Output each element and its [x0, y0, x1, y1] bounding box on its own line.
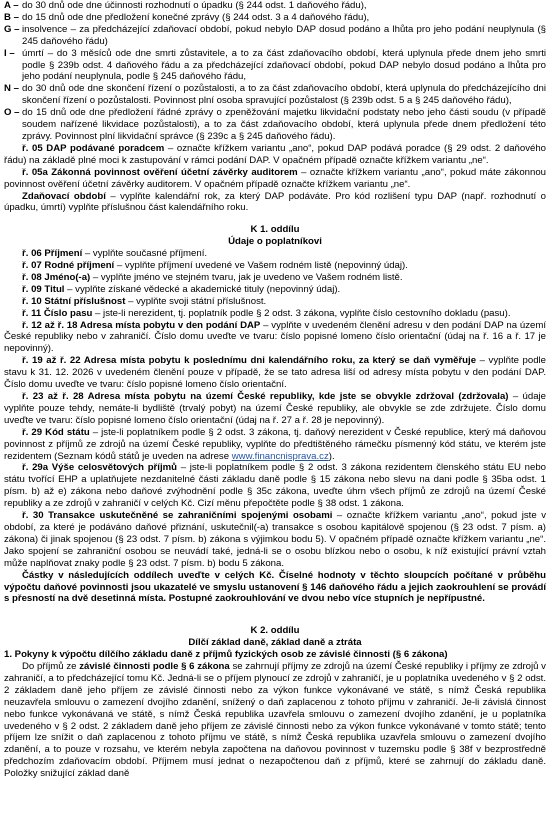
- definition-text: insolvence – za předcházející zdaňovací období, pokud nebylo DAP dosud podáno a lhůta pro jeho podání neuplynula (§ 245 daňového řádu): [22, 23, 546, 47]
- row-text: – vyplňte v uvedeném členění adresu v den podání DAP na území České republiky nebo v zahraničí. Číslo domu uveďte ve tvaru: číslo popisné lomeno číslo orientační (údaj na ř. 16 a ř. 17 je nepovinný).: [4, 319, 547, 355]
- row-12-18: [4, 320, 546, 356]
- tax-period-paragraph: [4, 191, 546, 215]
- row-text: – vyplňte jméno ve stejném tvaru, jak je uvedeno ve Vašem rodném listě.: [90, 271, 403, 283]
- row-11: [4, 308, 546, 320]
- row-text: – vyplňte současné příjmení.: [82, 248, 208, 260]
- definition-text: do 30 dnů ode dne účinnosti rozhodnutí o úpadku (§ 244 odst. 1 daňového řádu),: [22, 0, 367, 11]
- row-19-22: [4, 355, 546, 391]
- definition-key: N –: [4, 83, 19, 95]
- row-instructions: [4, 248, 546, 569]
- row-23-28: [4, 391, 546, 427]
- row-30: [4, 510, 546, 570]
- definition-key: A –: [4, 0, 19, 11]
- row-10: [4, 296, 546, 308]
- row-lead: ř. 07 Rodné příjmení: [22, 260, 115, 272]
- financni-sprava-link[interactable]: www.financnisprava.cz: [231, 450, 329, 462]
- definition-text: do 15 dnů ode dne předložení řádné zprávy o zpeněžování majetku likvidační podstaty nebo jeho části soudu (v případě soudem nařízené likvidace pozůstalosti), a to za část zdaňovacího období, která uplynula přede dnem předložení této zprávy. Povinnost plní likvidační správce (§ 239c a § 245 daňového řádu).: [22, 107, 546, 142]
- definition-item: [4, 48, 546, 84]
- section-2-title: K 2. oddílu: [250, 625, 300, 637]
- amounts-note: Částky v následujících oddílech uveďte v celých Kč. Číselné hodnoty v těchto sloupcích počítané v průběhu výpočtu daňové povinnosti jsou ukazatelé ve smyslu ustanovení § 146 daňového řádu a jejich zaokrouhlení se provádí s přesností na dvě desetinná místa. Postupné zaokrouhlování ve dvou nebo více stupních je nepřípustné.: [4, 569, 546, 605]
- row-29a: [4, 462, 546, 510]
- row-text: – označte křížkem variantu „ano“, pokud máte zákonnou povinnost ověření účetní závěrky auditorem. V opačném případě označte křížkem variantu „ne“.: [4, 166, 547, 190]
- definition-item: [4, 107, 546, 143]
- row-text: – vyplňte získané vědecké a akademické tituly (nepovinný údaj).: [64, 283, 341, 295]
- row-lead: ř. 08 Jméno(-a): [22, 271, 91, 283]
- section-1-title: K 1. oddílu: [250, 224, 300, 236]
- section-2-subtitle: Dílčí základ daně, základ daně a ztráta: [188, 637, 362, 649]
- row-05a-paragraph: [4, 167, 546, 191]
- definition-key: I –: [4, 47, 15, 59]
- point-1-lead: závislé činnosti podle § 6 zákona: [79, 661, 230, 673]
- definition-item: [4, 24, 546, 48]
- row-lead: Zdaňovací období: [22, 190, 106, 202]
- row-lead: ř. 12 až ř. 18 Adresa místa pobytu v den podání DAP: [22, 319, 261, 331]
- row-text: – označte křížkem variantu „ano“, pokud jste v období, za které je podáváno daňové přiznání, uskutečnil(-a) transakce s osobou kapitálově spojenou (§ 23 odst. 7 písm. a) zákona) či jinak spojenou (§ 23 odst. 7 písm. b) zákona s výjimkou bodu 5). V opačném případě označte křížkem variantu „ne“. Jako spojení se zahraniční osobou se neuvádí také, jedná-li se o osobu blízkou nebo o osobu, k níž existující právní vztah může naplňovat znaky podle § 23 odst. 7 písm. b) bodu 5 zákona.: [4, 510, 546, 569]
- row-lead: ř. 30 Transakce uskutečněné se zahraničními spojenými osobami: [22, 510, 333, 522]
- definition-key: B –: [4, 11, 19, 23]
- row-text: – vyplňte podle stavu k 31. 12. 2026 v uvedeném členění pouze v případě, že se tato adresa liší od adresy místa pobytu v den podání DAP. Číslo domu uveďte ve tvaru: číslo popisné lomeno číslo orientační.: [4, 355, 547, 391]
- row-06: [4, 248, 546, 260]
- row-lead: ř. 09 Titul: [22, 283, 65, 295]
- row-lead: ř. 23 až ř. 28 Adresa místa pobytu na území České republiky, kde jste se obvykle zdržoval (zdržovala): [22, 391, 509, 402]
- row-text: – jste-li poplatníkem podle § 2 odst. 3 zákona, tj. daňový nerezident v České republice, který má daňovou povinnost z příjmů ze zdrojů na území České republiky, vyplňte do předtištěného rámečku písmenný kód státu, ve kterém jste rezidentem (Seznam kódů států je uveden na adrese: [4, 426, 547, 462]
- row-08: [4, 272, 546, 284]
- row-text: – vyplňte příjmení uvedené ve Vašem rodném listě (nepovinný údaj).: [114, 260, 408, 272]
- row-text: – údaje vyplňte pouze tehdy, nemáte-li bydliště (trvalý pobyt) na území České republiky, ale obvykle se zde zdržujete. Číslo domu uveďte ve tvaru: číslo popisné lomeno číslo orientační (údaj na ř. 27 a ř. 28 je nepovinný).: [4, 391, 546, 426]
- point-1-text: [4, 661, 546, 780]
- row-lead: ř. 05 DAP podávané poradcem: [22, 142, 165, 154]
- row-09: [4, 284, 546, 296]
- row-text-tail: ).: [328, 450, 335, 462]
- row-text: – vyplňte svoji státní příslušnost.: [125, 295, 267, 307]
- row-lead: ř. 11 Číslo pasu: [22, 307, 93, 319]
- section-1-subtitle: Údaje o poplatníkovi: [228, 236, 322, 248]
- definition-key: G –: [4, 23, 20, 35]
- row-text: – vyplňte kalendářní rok, za který DAP podáváte. Pro kód rozlišení typu DAP (např. rozhodnutí o úpadku, úmrtí) vyplňte příslušnou část kalendářního roku.: [4, 190, 546, 214]
- point-1-heading: 1. Pokyny k výpočtu dílčího základu daně z příjmů fyzických osob ze závislé činnosti (§ 6 zákona): [4, 649, 448, 661]
- definition-item: [4, 12, 546, 24]
- row-lead: ř. 06 Příjmení: [22, 248, 83, 260]
- row-05-paragraph: [4, 143, 546, 167]
- point-1-pre: Do příjmů ze: [22, 661, 80, 673]
- definitions-list: [4, 0, 546, 143]
- definition-text: do 15 dnů ode dne předložení konečné zprávy (§ 244 odst. 3 a 4 daňového řádu),: [22, 11, 370, 23]
- row-lead: ř. 19 až ř. 22 Adresa místa pobytu k poslednímu dni kalendářního roku, za který se daň vyměřuje: [22, 355, 477, 367]
- row-29: [4, 427, 546, 463]
- row-text: – jste-li nerezident, tj. poplatník podle § 2 odst. 3 zákona, vyplňte číslo cestovního dokladu (pasu).: [92, 307, 511, 319]
- definition-text: úmrtí – do 3 měsíců ode dne smrti zůstavitele, a to za část zdaňovacího období, která uplynula přede dnem jeho smrti podle § 239b odst. 4 daňového řádu a za předcházející zdaňovací období, pokud DAP nebylo dosud podáno a lhůta pro jeho podání neuplynula, podle § 245 daňového řádu,: [22, 47, 546, 83]
- definition-text: do 30 dnů ode dne skončení řízení o pozůstalosti, a to za část zdaňovacího období, která uplynula do předcházejícího dni skončení řízení o pozůstalosti. Povinnost plní osoba spravující pozůstalost (§ 239b odst. 5 a § 245 daňového řádu),: [22, 83, 546, 107]
- definition-item: [4, 0, 546, 12]
- point-1-body: se zahrnují příjmy ze zdrojů na území České republiky i příjmy ze zdrojů v zahraničí, a to předcházející tomu Kč. Jedná-li se o příjem plynoucí ze zdrojů v zahraničí, je u poplatníka uvedeného v § 2 odst. 2 základem daně jeho příjem ze závislé činnosti nebo za výkon funkce vykonávané ve státě, s nímž Česká republika neuzavřela smlouvu o zamezení dvojího zdanění, snížený o daň zaplacenou z tohoto příjmu v zahraničí. Je-li závislá činnost nebo funkce vykonávaná ve státě, s nímž Česká republika uzavřela smlouvu o zamezení dvojího zdanění, je u poplatníka uvedeného v § 2 odst. 2 základem daně jeho příjem ze závislé činnosti nebo za výkon funkce vykonávané v tomto státě; tento příjem lze snížit o daň zaplacenou z tohoto příjmu ve státě, s nímž Česká republika uzavřela smlouvu o zamezení dvojího zdanění, a to pouze v rozsahu, ve kterém nebyla započtena na daňovou povinnost v tuzemsku podle § 38f v bezprostředně předchozím zdaňovacím období. Příjmem musí jednat o nezapočtenou daň z příjmů, které se zahrnují do základu daně. Položky snižující základ daně: [4, 661, 546, 780]
- row-text: – označte křížkem variantu „ano“, pokud DAP podává poradce (§ 29 odst. 2 daňového řádu) na základě plné moci k zastupování v rámci podání DAP. V opačném případě označte křížkem variantu „ne“.: [4, 142, 547, 166]
- row-lead: ř. 29a Výše celosvětových příjmů: [22, 462, 178, 474]
- row-07: [4, 260, 546, 272]
- row-lead: ř. 05a Zákonná povinnost ověření účetní závěrky auditorem: [22, 166, 298, 178]
- definition-key: O –: [4, 107, 20, 119]
- row-text: – jste-li poplatníkem podle § 2 odst. 3 zákona rezidentem členského státu EU nebo státu tvořící EHP a uplatňujete nezdanitelné části základu daně podle § 15 zákona nebo slevu na dani podle § 35ba odst. 1 písm. b) až e) zákona nebo daňové zvýhodnění podle § 35c zákona, uveďte úhrn všech příjmů ze zdrojů na území České republiky a ze zdrojů v zahraničí v celých Kč. Cizí měnu přepočtěte podle § 38 odst. 1 zákona.: [4, 462, 546, 510]
- definition-item: [4, 83, 546, 107]
- row-lead: ř. 10 Státní příslušnost: [22, 295, 126, 307]
- row-lead: ř. 29 Kód státu: [22, 426, 90, 438]
